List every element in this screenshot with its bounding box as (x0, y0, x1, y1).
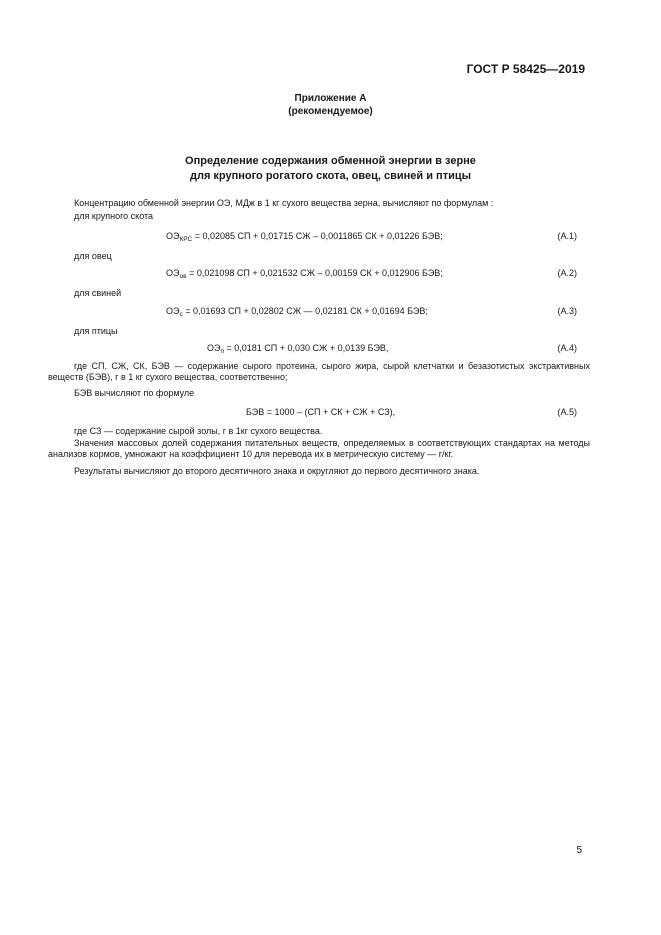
annex-title: Приложение А (294, 93, 367, 104)
formula-subscript: с (179, 311, 183, 318)
formula-number-a5: (А.5) (557, 407, 577, 417)
intro-text: Концентрацию обменной энергии ОЭ, МДж в 1 кг сухого вещества зерна, вычисляют по формулам : (74, 198, 494, 208)
formula-sheep (166, 268, 443, 280)
formula-lhs: ОЭ (166, 231, 180, 241)
formula-number-a2: (А.2) (557, 268, 577, 278)
formula-subscript: п (220, 348, 225, 355)
formula-rhs: = 0,02085 СП + 0,01715 СЖ – 0,0011865 СК + 0,01226 БЭВ; (192, 231, 443, 241)
formula-label-cattle: для крупного скота (74, 211, 154, 221)
annex-subtitle: (рекомендуемое) (288, 106, 373, 117)
formula-subscript: ов (179, 273, 187, 280)
formula-cattle (166, 231, 443, 243)
formula-poultry (207, 343, 388, 355)
where-paragraph-1: где СП, СЖ, СК, БЭВ — содержание сырого протеина, сырого жира, сырой клетчатки и безазотистых экстрактивных веществ (БЭВ), г в 1 кг сухого вещества, соответственно; (48, 361, 590, 382)
standard-header: ГОСТ Р 58425—2019 (466, 62, 585, 76)
formula-rhs: = 0,021098 СП + 0,021532 СЖ – 0,00159 СК + 0,012906 БЭВ; (186, 268, 443, 278)
section-title-line1: Определение содержания обменной энергии в зерне (185, 155, 476, 167)
formula-lhs: ОЭ (166, 268, 180, 278)
formula-number-a3: (А.3) (557, 306, 577, 316)
formula-label-pigs: для свиней (74, 288, 122, 298)
formula-label-sheep: для овец (74, 251, 112, 261)
formula-lhs: ОЭ (166, 306, 180, 316)
bev-intro: БЭВ вычисляют по формуле (74, 388, 195, 398)
page-number: 5 (576, 845, 582, 856)
formula-number-a1: (А.1) (557, 231, 577, 241)
formula-label-poultry: для птицы (74, 326, 118, 336)
values-paragraph: Значения массовых долей содержания питательных веществ, определяемых в соответствующих стандартах на методы анализов кормов, умножают на коэффициент 10 для перевода их в метрическую систему — г/кг. (48, 438, 590, 459)
rounding-paragraph: Результаты вычисляют до второго десятичного знака и округляют до первого десятичного знака. (74, 466, 480, 476)
where-paragraph-2: где СЗ — содержание сырой золы, г в 1кг сухого вещества. (74, 426, 323, 436)
formula-lhs: ОЭ (207, 343, 221, 353)
formula-rhs: = 0,0181 СП + 0,030 СЖ + 0,0139 БЭВ, (224, 343, 389, 353)
formula-number-a4: (А.4) (557, 343, 577, 353)
formula-subscript: КРС (179, 236, 193, 243)
section-title-line2: для крупного рогатого скота, овец, свиней и птицы (189, 170, 472, 182)
bev-formula: БЭВ = 1000 – (СП + СК + СЖ + СЗ), (246, 407, 396, 417)
formula-rhs: = 0,01693 СП + 0,02802 СЖ — 0,02181 СК + 0,01694 БЭВ; (182, 306, 428, 316)
formula-pigs (166, 306, 428, 318)
